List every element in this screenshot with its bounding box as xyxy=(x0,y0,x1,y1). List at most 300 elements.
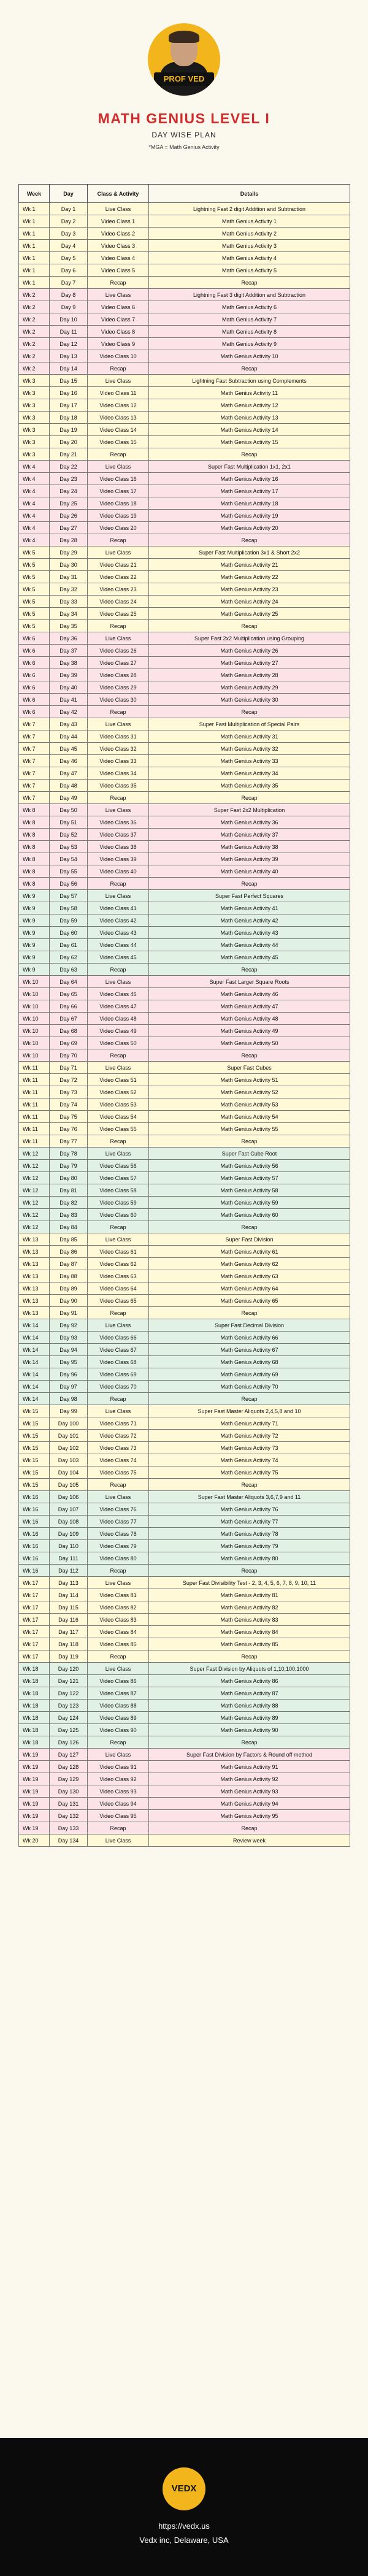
cell-day: Day 102 xyxy=(50,1442,88,1454)
table-row xyxy=(19,559,350,571)
cell-day: Day 51 xyxy=(50,816,88,829)
cell-day: Day 104 xyxy=(50,1466,88,1479)
cell-details: Math Genius Activity 46 xyxy=(149,988,350,1000)
cell-week: Wk 7 xyxy=(19,730,50,743)
cell-day: Day 94 xyxy=(50,1344,88,1356)
cell-day: Day 34 xyxy=(50,608,88,620)
cell-week: Wk 17 xyxy=(19,1601,50,1614)
cell-class-activity: Video Class 60 xyxy=(88,1209,149,1221)
cell-day: Day 93 xyxy=(50,1332,88,1344)
table-row xyxy=(19,1307,350,1319)
cell-class-activity: Video Class 26 xyxy=(88,645,149,657)
cell-class-activity: Video Class 41 xyxy=(88,902,149,914)
cell-week: Wk 10 xyxy=(19,1000,50,1013)
table-row xyxy=(19,1503,350,1516)
cell-week: Wk 3 xyxy=(19,387,50,399)
cell-week: Wk 12 xyxy=(19,1184,50,1197)
cell-day: Day 52 xyxy=(50,829,88,841)
cell-week: Wk 15 xyxy=(19,1417,50,1430)
cell-week: Wk 7 xyxy=(19,767,50,780)
cell-week: Wk 9 xyxy=(19,914,50,927)
cell-day: Day 36 xyxy=(50,632,88,645)
cell-class-activity: Video Class 79 xyxy=(88,1540,149,1552)
cell-week: Wk 11 xyxy=(19,1135,50,1148)
cell-day: Day 83 xyxy=(50,1209,88,1221)
table-row xyxy=(19,461,350,473)
cell-details: Recap xyxy=(149,277,350,289)
cell-details: Math Genius Activity 91 xyxy=(149,1761,350,1773)
cell-day: Day 5 xyxy=(50,252,88,264)
cell-class-activity: Video Class 50 xyxy=(88,1037,149,1049)
cell-day: Day 90 xyxy=(50,1295,88,1307)
table-row xyxy=(19,804,350,816)
cell-class-activity: Live Class xyxy=(88,1062,149,1074)
table-row xyxy=(19,632,350,645)
cell-details: Math Genius Activity 66 xyxy=(149,1332,350,1344)
table-row xyxy=(19,1172,350,1184)
cell-details: Math Genius Activity 90 xyxy=(149,1724,350,1736)
cell-day: Day 129 xyxy=(50,1773,88,1785)
cell-day: Day 65 xyxy=(50,988,88,1000)
cell-week: Wk 1 xyxy=(19,252,50,264)
cell-day: Day 121 xyxy=(50,1675,88,1687)
cell-week: Wk 1 xyxy=(19,228,50,240)
cell-week: Wk 12 xyxy=(19,1209,50,1221)
cell-class-activity: Video Class 32 xyxy=(88,743,149,755)
table-row xyxy=(19,362,350,375)
cell-details: Super Fast Cubes xyxy=(149,1062,350,1074)
table-row xyxy=(19,1466,350,1479)
cell-details: Math Genius Activity 57 xyxy=(149,1172,350,1184)
cell-details: Math Genius Activity 92 xyxy=(149,1773,350,1785)
cell-week: Wk 6 xyxy=(19,706,50,718)
cell-day: Day 55 xyxy=(50,865,88,878)
cell-details: Recap xyxy=(149,878,350,890)
cell-class-activity: Video Class 6 xyxy=(88,301,149,313)
table-row xyxy=(19,951,350,964)
cell-details: Math Genius Activity 26 xyxy=(149,645,350,657)
table-row xyxy=(19,1319,350,1332)
cell-class-activity: Recap xyxy=(88,1135,149,1148)
cell-week: Wk 17 xyxy=(19,1650,50,1663)
cell-week: Wk 14 xyxy=(19,1319,50,1332)
table-row xyxy=(19,264,350,277)
cell-class-activity: Recap xyxy=(88,620,149,632)
cell-day: Day 130 xyxy=(50,1785,88,1798)
cell-week: Wk 19 xyxy=(19,1773,50,1785)
table-row xyxy=(19,1221,350,1233)
cell-class-activity: Video Class 80 xyxy=(88,1552,149,1565)
cell-class-activity: Video Class 17 xyxy=(88,485,149,497)
table-row xyxy=(19,914,350,927)
cell-class-activity: Video Class 36 xyxy=(88,816,149,829)
cell-class-activity: Video Class 44 xyxy=(88,939,149,951)
table-row xyxy=(19,240,350,252)
cell-details: Math Genius Activity 38 xyxy=(149,841,350,853)
table-row xyxy=(19,927,350,939)
cell-class-activity: Recap xyxy=(88,1736,149,1749)
cell-class-activity: Video Class 56 xyxy=(88,1160,149,1172)
cell-details: Math Genius Activity 62 xyxy=(149,1258,350,1270)
cell-class-activity: Video Class 65 xyxy=(88,1295,149,1307)
cell-day: Day 126 xyxy=(50,1736,88,1749)
cell-details: Math Genius Activity 81 xyxy=(149,1589,350,1601)
cell-week: Wk 16 xyxy=(19,1503,50,1516)
table-row xyxy=(19,1246,350,1258)
table-row xyxy=(19,1197,350,1209)
table-row xyxy=(19,1332,350,1344)
cell-week: Wk 2 xyxy=(19,289,50,301)
cell-class-activity: Live Class xyxy=(88,1577,149,1589)
cell-day: Day 11 xyxy=(50,326,88,338)
table-row xyxy=(19,1270,350,1282)
cell-day: Day 6 xyxy=(50,264,88,277)
table-row xyxy=(19,620,350,632)
cell-details: Recap xyxy=(149,1565,350,1577)
column-header-class-activity: Class & Activity xyxy=(88,185,149,203)
table-row xyxy=(19,1589,350,1601)
table-row xyxy=(19,522,350,534)
cell-class-activity: Video Class 52 xyxy=(88,1086,149,1098)
cell-details: Math Genius Activity 95 xyxy=(149,1810,350,1822)
cell-day: Day 70 xyxy=(50,1049,88,1062)
cell-details: Math Genius Activity 37 xyxy=(149,829,350,841)
cell-week: Wk 16 xyxy=(19,1540,50,1552)
cell-details: Math Genius Activity 56 xyxy=(149,1160,350,1172)
table-row xyxy=(19,1135,350,1148)
cell-class-activity: Video Class 74 xyxy=(88,1454,149,1466)
cell-details: Math Genius Activity 1 xyxy=(149,215,350,228)
cell-day: Day 114 xyxy=(50,1589,88,1601)
cell-class-activity: Video Class 35 xyxy=(88,780,149,792)
cell-week: Wk 8 xyxy=(19,829,50,841)
cell-class-activity: Video Class 82 xyxy=(88,1601,149,1614)
cell-week: Wk 7 xyxy=(19,743,50,755)
cell-week: Wk 1 xyxy=(19,277,50,289)
table-row xyxy=(19,988,350,1000)
cell-week: Wk 19 xyxy=(19,1761,50,1773)
cell-class-activity: Recap xyxy=(88,1393,149,1405)
cell-week: Wk 2 xyxy=(19,313,50,326)
cell-day: Day 127 xyxy=(50,1749,88,1761)
table-row xyxy=(19,1074,350,1086)
cell-class-activity: Video Class 93 xyxy=(88,1785,149,1798)
cell-day: Day 101 xyxy=(50,1430,88,1442)
cell-day: Day 112 xyxy=(50,1565,88,1577)
cell-day: Day 73 xyxy=(50,1086,88,1098)
table-row xyxy=(19,436,350,448)
table-row xyxy=(19,890,350,902)
cell-class-activity: Live Class xyxy=(88,1749,149,1761)
table-row xyxy=(19,657,350,669)
table-row xyxy=(19,1528,350,1540)
cell-day: Day 119 xyxy=(50,1650,88,1663)
cell-week: Wk 18 xyxy=(19,1700,50,1712)
cell-details: Math Genius Activity 77 xyxy=(149,1516,350,1528)
cell-class-activity: Video Class 73 xyxy=(88,1442,149,1454)
cell-day: Day 49 xyxy=(50,792,88,804)
cell-details: Math Genius Activity 35 xyxy=(149,780,350,792)
cell-details: Super Fast Decimal Division xyxy=(149,1319,350,1332)
cell-day: Day 92 xyxy=(50,1319,88,1332)
cell-day: Day 98 xyxy=(50,1393,88,1405)
cell-week: Wk 11 xyxy=(19,1098,50,1111)
table-row xyxy=(19,1675,350,1687)
table-row xyxy=(19,313,350,326)
cell-day: Day 32 xyxy=(50,583,88,596)
cell-details: Math Genius Activity 60 xyxy=(149,1209,350,1221)
cell-week: Wk 8 xyxy=(19,816,50,829)
table-row xyxy=(19,301,350,313)
column-header-day: Day xyxy=(50,185,88,203)
cell-day: Day 91 xyxy=(50,1307,88,1319)
cell-week: Wk 10 xyxy=(19,976,50,988)
cell-day: Day 46 xyxy=(50,755,88,767)
page-subtitle: DAY WISE PLAN xyxy=(151,131,217,139)
cell-week: Wk 13 xyxy=(19,1270,50,1282)
cell-day: Day 80 xyxy=(50,1172,88,1184)
table-row xyxy=(19,497,350,510)
cell-day: Day 53 xyxy=(50,841,88,853)
cell-day: Day 134 xyxy=(50,1834,88,1847)
cell-class-activity: Video Class 75 xyxy=(88,1466,149,1479)
cell-week: Wk 10 xyxy=(19,1025,50,1037)
cell-day: Day 22 xyxy=(50,461,88,473)
table-row xyxy=(19,792,350,804)
cell-week: Wk 6 xyxy=(19,645,50,657)
cell-class-activity: Recap xyxy=(88,878,149,890)
table-row xyxy=(19,1258,350,1270)
column-header-details: Details xyxy=(149,185,350,203)
cell-day: Day 38 xyxy=(50,657,88,669)
cell-class-activity: Video Class 46 xyxy=(88,988,149,1000)
cell-class-activity: Live Class xyxy=(88,1663,149,1675)
day-wise-plan-table xyxy=(18,184,350,1847)
cell-details: Math Genius Activity 10 xyxy=(149,350,350,362)
cell-week: Wk 9 xyxy=(19,902,50,914)
cell-week: Wk 7 xyxy=(19,792,50,804)
table-row xyxy=(19,780,350,792)
cell-week: Wk 3 xyxy=(19,448,50,461)
table-row xyxy=(19,645,350,657)
cell-details: Recap xyxy=(149,964,350,976)
cell-details: Math Genius Activity 83 xyxy=(149,1614,350,1626)
table-row xyxy=(19,1798,350,1810)
table-row xyxy=(19,1013,350,1025)
cell-details: Math Genius Activity 19 xyxy=(149,510,350,522)
cell-day: Day 78 xyxy=(50,1148,88,1160)
cell-week: Wk 19 xyxy=(19,1798,50,1810)
cell-class-activity: Video Class 67 xyxy=(88,1344,149,1356)
cell-details: Math Genius Activity 32 xyxy=(149,743,350,755)
cell-week: Wk 8 xyxy=(19,853,50,865)
cell-day: Day 18 xyxy=(50,412,88,424)
logo-hair xyxy=(169,31,199,43)
cell-class-activity: Recap xyxy=(88,1650,149,1663)
cell-details: Math Genius Activity 33 xyxy=(149,755,350,767)
cell-day: Day 100 xyxy=(50,1417,88,1430)
cell-week: Wk 6 xyxy=(19,669,50,681)
cell-day: Day 106 xyxy=(50,1491,88,1503)
table-row xyxy=(19,1773,350,1785)
cell-details: Recap xyxy=(149,1307,350,1319)
table-row xyxy=(19,902,350,914)
cell-details: Math Genius Activity 23 xyxy=(149,583,350,596)
cell-class-activity: Video Class 77 xyxy=(88,1516,149,1528)
cell-week: Wk 5 xyxy=(19,571,50,583)
cell-class-activity: Live Class xyxy=(88,1148,149,1160)
table-row xyxy=(19,1123,350,1135)
cell-week: Wk 1 xyxy=(19,240,50,252)
cell-week: Wk 17 xyxy=(19,1577,50,1589)
cell-day: Day 56 xyxy=(50,878,88,890)
cell-week: Wk 3 xyxy=(19,412,50,424)
cell-details: Super Fast 2x2 Multiplication xyxy=(149,804,350,816)
cell-day: Day 4 xyxy=(50,240,88,252)
cell-week: Wk 11 xyxy=(19,1123,50,1135)
cell-class-activity: Video Class 95 xyxy=(88,1810,149,1822)
cell-week: Wk 3 xyxy=(19,436,50,448)
cell-class-activity: Live Class xyxy=(88,804,149,816)
cell-details: Lightning Fast 2 digit Addition and Subtraction xyxy=(149,203,350,215)
cell-details: Math Genius Activity 41 xyxy=(149,902,350,914)
cell-class-activity: Video Class 62 xyxy=(88,1258,149,1270)
table-row xyxy=(19,1184,350,1197)
cell-details: Math Genius Activity 78 xyxy=(149,1528,350,1540)
cell-week: Wk 17 xyxy=(19,1614,50,1626)
table-row xyxy=(19,1540,350,1552)
cell-week: Wk 5 xyxy=(19,608,50,620)
cell-week: Wk 4 xyxy=(19,497,50,510)
cell-details: Math Genius Activity 25 xyxy=(149,608,350,620)
cell-day: Day 9 xyxy=(50,301,88,313)
cell-details: Math Genius Activity 73 xyxy=(149,1442,350,1454)
table-row xyxy=(19,1491,350,1503)
cell-class-activity: Video Class 88 xyxy=(88,1700,149,1712)
cell-week: Wk 15 xyxy=(19,1442,50,1454)
cell-details: Math Genius Activity 51 xyxy=(149,1074,350,1086)
cell-details: Math Genius Activity 80 xyxy=(149,1552,350,1565)
cell-details: Math Genius Activity 89 xyxy=(149,1712,350,1724)
cell-day: Day 29 xyxy=(50,546,88,559)
abbreviation-note: *MGA = Math Genius Activity xyxy=(148,144,220,150)
cell-week: Wk 9 xyxy=(19,939,50,951)
cell-day: Day 72 xyxy=(50,1074,88,1086)
cell-day: Day 81 xyxy=(50,1184,88,1197)
cell-class-activity: Video Class 78 xyxy=(88,1528,149,1540)
cell-day: Day 37 xyxy=(50,645,88,657)
cell-week: Wk 18 xyxy=(19,1736,50,1749)
cell-day: Day 61 xyxy=(50,939,88,951)
cell-week: Wk 8 xyxy=(19,865,50,878)
cell-week: Wk 7 xyxy=(19,718,50,730)
table-row xyxy=(19,1577,350,1589)
cell-week: Wk 13 xyxy=(19,1233,50,1246)
cell-class-activity: Recap xyxy=(88,1307,149,1319)
table-row xyxy=(19,706,350,718)
cell-details: Math Genius Activity 21 xyxy=(149,559,350,571)
cell-details: Super Fast Cube Root xyxy=(149,1148,350,1160)
cell-class-activity: Video Class 12 xyxy=(88,399,149,412)
cell-day: Day 110 xyxy=(50,1540,88,1552)
cell-class-activity: Video Class 43 xyxy=(88,927,149,939)
cell-class-activity: Video Class 91 xyxy=(88,1761,149,1773)
cell-week: Wk 1 xyxy=(19,264,50,277)
cell-class-activity: Recap xyxy=(88,362,149,375)
cell-day: Day 95 xyxy=(50,1356,88,1368)
cell-class-activity: Video Class 4 xyxy=(88,252,149,264)
cell-class-activity: Video Class 85 xyxy=(88,1638,149,1650)
table-row xyxy=(19,1650,350,1663)
cell-week: Wk 6 xyxy=(19,681,50,694)
cell-week: Wk 14 xyxy=(19,1393,50,1405)
cell-day: Day 120 xyxy=(50,1663,88,1675)
cell-details: Math Genius Activity 52 xyxy=(149,1086,350,1098)
cell-week: Wk 4 xyxy=(19,485,50,497)
cell-class-activity: Video Class 42 xyxy=(88,914,149,927)
cell-class-activity: Video Class 9 xyxy=(88,338,149,350)
footer-url-link[interactable]: https://vedx.us xyxy=(158,2521,210,2531)
table-row xyxy=(19,1834,350,1847)
cell-details: Math Genius Activity 50 xyxy=(149,1037,350,1049)
cell-details: Recap xyxy=(149,448,350,461)
cell-class-activity: Recap xyxy=(88,964,149,976)
cell-week: Wk 12 xyxy=(19,1197,50,1209)
table-row xyxy=(19,448,350,461)
cell-week: Wk 1 xyxy=(19,203,50,215)
cell-week: Wk 15 xyxy=(19,1479,50,1491)
cell-week: Wk 6 xyxy=(19,694,50,706)
cell-day: Day 10 xyxy=(50,313,88,326)
table-row xyxy=(19,1233,350,1246)
cell-day: Day 116 xyxy=(50,1614,88,1626)
table-row xyxy=(19,1405,350,1417)
cell-details: Math Genius Activity 5 xyxy=(149,264,350,277)
cell-day: Day 26 xyxy=(50,510,88,522)
cell-details: Recap xyxy=(149,1221,350,1233)
cell-week: Wk 10 xyxy=(19,1049,50,1062)
table-row xyxy=(19,485,350,497)
cell-week: Wk 5 xyxy=(19,559,50,571)
table-row xyxy=(19,1111,350,1123)
cell-class-activity: Video Class 34 xyxy=(88,767,149,780)
table-row xyxy=(19,1049,350,1062)
cell-class-activity: Video Class 19 xyxy=(88,510,149,522)
cell-details: Math Genius Activity 24 xyxy=(149,596,350,608)
cell-class-activity: Video Class 64 xyxy=(88,1282,149,1295)
table-row xyxy=(19,1381,350,1393)
table-row xyxy=(19,252,350,264)
cell-week: Wk 9 xyxy=(19,964,50,976)
cell-day: Day 19 xyxy=(50,424,88,436)
page-title: MATH GENIUS LEVEL I xyxy=(98,110,270,126)
cell-details: Math Genius Activity 87 xyxy=(149,1687,350,1700)
table-row xyxy=(19,681,350,694)
cell-day: Day 64 xyxy=(50,976,88,988)
cell-day: Day 108 xyxy=(50,1516,88,1528)
cell-week: Wk 11 xyxy=(19,1111,50,1123)
table-row xyxy=(19,755,350,767)
cell-day: Day 17 xyxy=(50,399,88,412)
cell-class-activity: Live Class xyxy=(88,890,149,902)
cell-details: Super Fast Division xyxy=(149,1233,350,1246)
cell-day: Day 87 xyxy=(50,1258,88,1270)
cell-week: Wk 14 xyxy=(19,1344,50,1356)
cell-class-activity: Video Class 49 xyxy=(88,1025,149,1037)
cell-details: Math Genius Activity 82 xyxy=(149,1601,350,1614)
cell-details: Math Genius Activity 3 xyxy=(149,240,350,252)
cell-details: Recap xyxy=(149,1736,350,1749)
